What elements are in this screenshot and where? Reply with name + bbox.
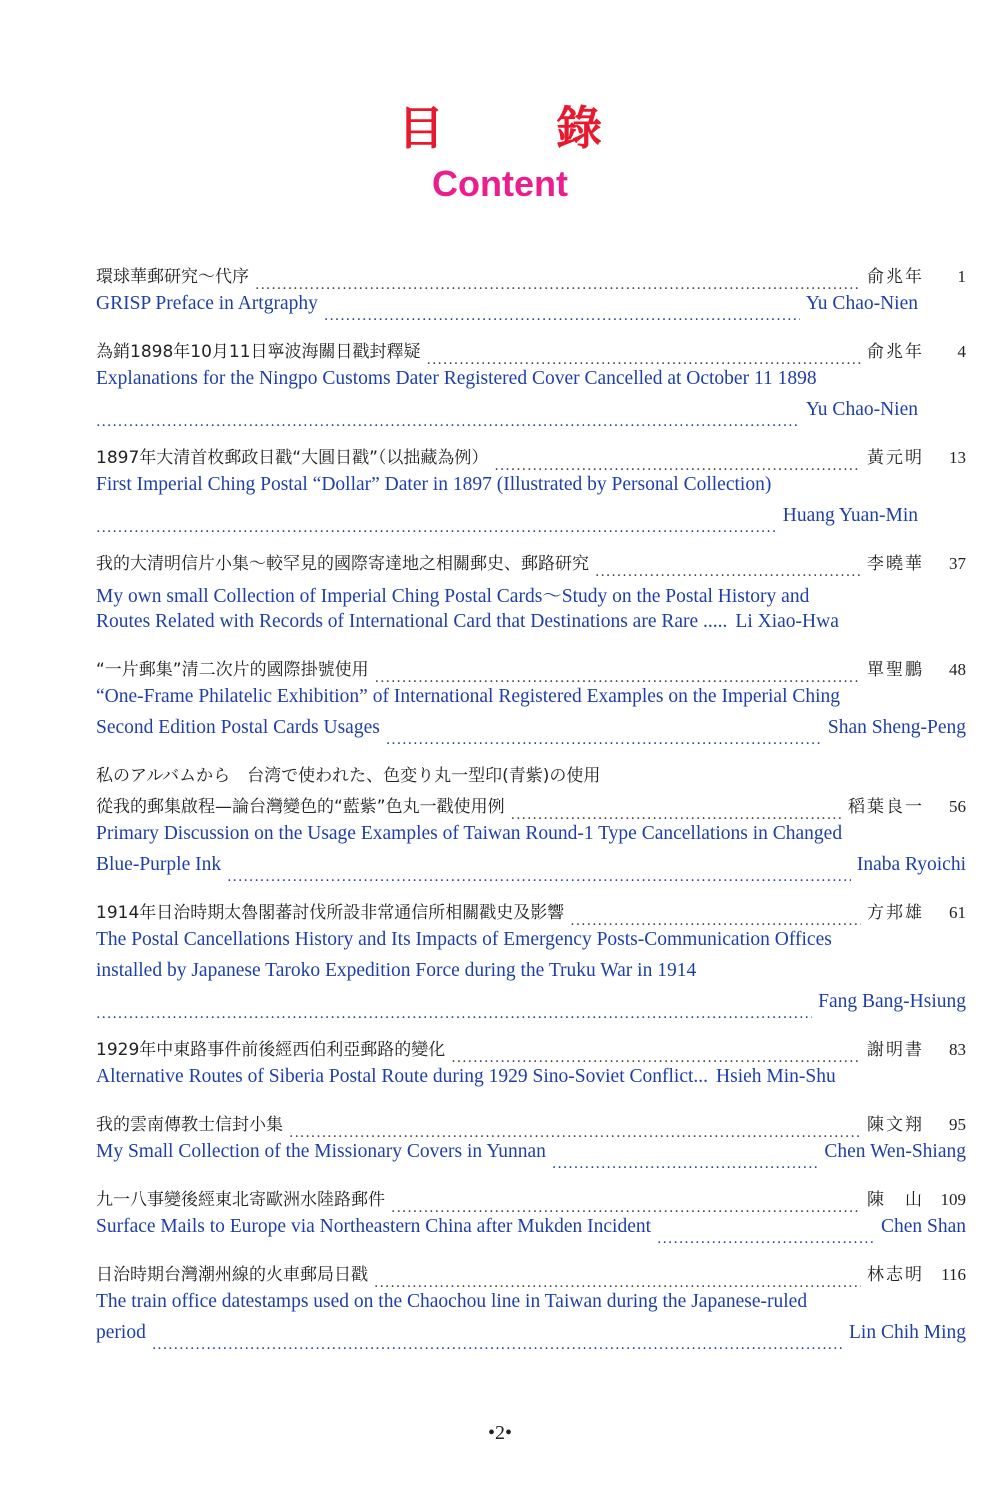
dot-leader bbox=[427, 354, 861, 368]
entry-title-en: The Postal Cancellations History and Its Impacts of Emergency Posts-Communication Offices bbox=[96, 929, 832, 950]
entry-title-en: My Small Collection of the Missionary Covers in Yunnan bbox=[96, 1141, 546, 1162]
entry-author-en: Yu Chao-Nien bbox=[805, 399, 918, 420]
entry-page-number: 4 bbox=[957, 342, 966, 361]
dot-leader bbox=[227, 871, 851, 885]
entry-title-en: The train office datestamps used on the Chaochou line in Taiwan during the Japanese-ruled bbox=[96, 1291, 808, 1312]
dot-leader bbox=[289, 1127, 861, 1141]
entry-title-zh: 1897年大清首枚郵政日戳“大圓日戳”（以拙藏為例） bbox=[96, 448, 489, 468]
entry-page-number: 109 bbox=[940, 1190, 966, 1209]
toc-entry[interactable] bbox=[96, 337, 966, 430]
entry-title-en: installed by Japanese Taroko Expedition Force during the Truku War in 1914 bbox=[96, 960, 697, 981]
dot-leader bbox=[96, 522, 777, 536]
dot-leader bbox=[152, 1339, 843, 1353]
entry-author-en: Li Xiao-Hwa bbox=[735, 611, 839, 632]
table-of-contents bbox=[96, 262, 966, 1366]
title-chinese: 目 錄 bbox=[397, 101, 650, 155]
entry-title-zh: 為銷1898年10月11日寧波海關日戳封釋疑 bbox=[96, 342, 421, 362]
toc-entry[interactable] bbox=[96, 1035, 966, 1097]
entry-page-number: 48 bbox=[949, 660, 966, 679]
entry-author-zh: 黃元明 bbox=[867, 448, 924, 468]
entry-page-number: 83 bbox=[949, 1040, 966, 1059]
entry-page-number: 95 bbox=[949, 1115, 966, 1134]
entry-title-zh: 我的大清明信片小集～較罕見的國際寄達地之相關郵史、郵路研究 bbox=[96, 554, 589, 574]
dot-leader bbox=[511, 809, 842, 823]
entry-title-en: Primary Discussion on the Usage Examples of Taiwan Round-1 Type Cancellations in Changed bbox=[96, 823, 843, 844]
entry-author-zh: 陳 山 bbox=[867, 1190, 924, 1210]
entry-author-en: Inaba Ryoichi bbox=[856, 854, 966, 875]
entry-author-en: Hsieh Min-Shu bbox=[716, 1066, 836, 1087]
entry-title-en: Second Edition Postal Cards Usages bbox=[96, 717, 380, 738]
dot-leader bbox=[375, 672, 861, 686]
entry-title-en: Explanations for the Ningpo Customs Dater Registered Cover Cancelled at October 11 1898 bbox=[96, 368, 817, 389]
entry-title-zh: 1929年中東路事件前後經西伯利亞郵路的變化 bbox=[96, 1040, 446, 1060]
entry-page-number: 116 bbox=[941, 1265, 966, 1284]
entry-page-number: 56 bbox=[949, 797, 966, 816]
entry-author-zh: 稻葉良一 bbox=[848, 797, 924, 817]
entry-title-zh: 九一八事變後經東北寄歐洲水陸路郵件 bbox=[96, 1190, 385, 1210]
dot-leader bbox=[494, 460, 861, 474]
entry-author-en: Huang Yuan-Min bbox=[782, 505, 918, 526]
dot-leader bbox=[657, 1233, 875, 1247]
dot-leader bbox=[552, 1158, 818, 1172]
entry-author-zh: 方邦雄 bbox=[867, 903, 924, 923]
toc-entry[interactable] bbox=[96, 1185, 966, 1247]
entry-author-en: Fang Bang-Hsiung bbox=[818, 991, 966, 1012]
entry-title-en: GRISP Preface in Artgraphy bbox=[96, 293, 318, 314]
entry-title-en: “One-Frame Philatelic Exhibition” of International Registered Examples on the Imperial Ching bbox=[96, 686, 841, 707]
entry-author-en: Chen Wen-Shiang bbox=[824, 1141, 966, 1162]
entry-title-en: period bbox=[96, 1322, 146, 1343]
entry-author-zh: 單聖鵬 bbox=[867, 660, 924, 680]
entry-title-zh: 1914年日治時期太魯閣蕃討伐所設非常通信所相關戳史及影響 bbox=[96, 903, 565, 923]
title-english: Content bbox=[432, 163, 568, 204]
entry-title-en: Alternative Routes of Siberia Postal Route during 1929 Sino-Soviet Conflict... bbox=[96, 1066, 709, 1087]
entry-author-zh: 謝明書 bbox=[867, 1040, 924, 1060]
dot-leader bbox=[595, 566, 861, 580]
entry-author-zh: 林志明 bbox=[867, 1265, 924, 1285]
entry-page-number: 61 bbox=[949, 903, 966, 922]
entry-title-en: Surface Mails to Europe via Northeastern China after Mukden Incident bbox=[96, 1216, 652, 1237]
entry-page-number: 1 bbox=[957, 267, 966, 286]
entry-author-zh: 李曉華 bbox=[867, 554, 924, 574]
entry-title-en: My own small Collection of Imperial Ching Postal Cards～Study on the Postal History and bbox=[96, 586, 810, 607]
dot-leader bbox=[386, 734, 822, 748]
entry-title-en: First Imperial Ching Postal “Dollar” Dater in 1897 (Illustrated by Personal Collection) bbox=[96, 474, 772, 495]
entry-author-en: Shan Sheng-Peng bbox=[827, 717, 966, 738]
entry-title-zh: 日治時期台灣潮州線的火車郵局日戳 bbox=[96, 1265, 368, 1285]
entry-author-en: Lin Chih Ming bbox=[848, 1322, 966, 1343]
dot-leader bbox=[391, 1202, 861, 1216]
dot-leader bbox=[255, 279, 861, 293]
page-number-footer: •2• bbox=[487, 1422, 512, 1444]
entry-author-zh: 俞兆年 bbox=[867, 342, 924, 362]
entry-author-en: Yu Chao-Nien bbox=[805, 293, 918, 314]
dot-leader bbox=[96, 416, 800, 430]
toc-entry[interactable] bbox=[96, 1110, 966, 1172]
entry-title-en: Routes Related with Records of International Card that Destinations are Rare ..... bbox=[96, 611, 728, 632]
dot-leader bbox=[96, 1008, 812, 1022]
toc-entry[interactable] bbox=[96, 655, 966, 748]
entry-page-number: 13 bbox=[949, 448, 966, 467]
entry-author-en: Chen Shan bbox=[880, 1216, 966, 1237]
toc-entry[interactable] bbox=[96, 761, 966, 885]
entry-page-number: 37 bbox=[949, 554, 966, 573]
dot-leader bbox=[570, 915, 861, 929]
entry-author-zh: 俞兆年 bbox=[867, 267, 924, 287]
toc-entry[interactable] bbox=[96, 549, 966, 642]
dot-leader bbox=[324, 310, 800, 324]
entry-title-zh: “一片郵集”清二次片的國際掛號使用 bbox=[96, 660, 369, 680]
toc-entry[interactable] bbox=[96, 443, 966, 536]
entry-author-zh: 陳文翔 bbox=[867, 1115, 924, 1135]
entry-title-zh: 從我的郵集啟程—論台灣變色的“藍紫”色丸一戳使用例 bbox=[96, 797, 505, 817]
entry-title-en: Blue-Purple Ink bbox=[96, 854, 222, 875]
entry-title-zh: 我的雲南傳教士信封小集 bbox=[96, 1115, 283, 1135]
dot-leader bbox=[451, 1052, 861, 1066]
dot-leader bbox=[374, 1277, 861, 1291]
entry-title-jp: 私のアルバムから 台湾で使われた、色変り丸一型印(青紫)の使用 bbox=[96, 766, 601, 786]
toc-entry[interactable] bbox=[96, 1260, 966, 1353]
toc-entry[interactable] bbox=[96, 898, 966, 1022]
toc-entry[interactable] bbox=[96, 262, 966, 324]
entry-title-zh: 環球華郵研究～代序 bbox=[96, 267, 249, 287]
